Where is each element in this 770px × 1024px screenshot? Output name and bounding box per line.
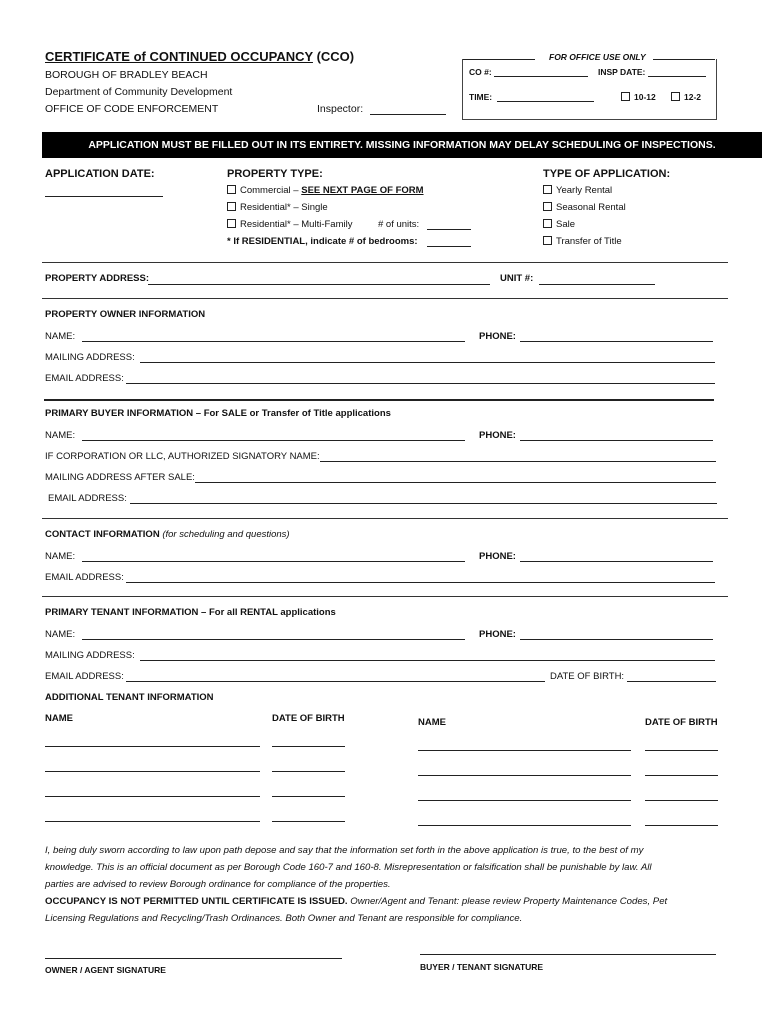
co-number-label: CO #:	[469, 67, 492, 77]
buyer-heading: PRIMARY BUYER INFORMATION – For SALE or Transfer of Title applications	[45, 408, 391, 419]
inspector-field[interactable]	[370, 114, 446, 115]
tenant-email-label: EMAIL ADDRESS:	[45, 671, 124, 682]
contact-phone-label: PHONE:	[479, 551, 516, 562]
buyer-signature-label: BUYER / TENANT SIGNATURE	[420, 962, 544, 972]
checkbox-icon	[543, 219, 552, 228]
property-type-heading: PROPERTY TYPE:	[227, 168, 323, 180]
owner-phone-label: PHONE:	[479, 331, 516, 342]
additional-tenant-heading: ADDITIONAL TENANT INFORMATION	[45, 692, 214, 703]
insp-date-label: INSP DATE:	[598, 67, 646, 77]
owner-name-field[interactable]	[82, 341, 465, 342]
owner-heading: PROPERTY OWNER INFORMATION	[45, 309, 206, 320]
instruction-banner: APPLICATION MUST BE FILLED OUT IN ITS ENTIRETY. MISSING INFORMATION MAY DELAY SCHEDULING OF INSPECTIONS.	[42, 132, 762, 158]
contact-email-label: EMAIL ADDRESS:	[45, 572, 124, 583]
time-label: TIME:	[469, 92, 493, 102]
owner-name-label: NAME:	[45, 331, 76, 342]
additional-dob-field[interactable]	[272, 821, 345, 822]
option-residential-single[interactable]: Residential* – Single	[227, 202, 328, 213]
dob-column-right: DATE OF BIRTH	[645, 717, 718, 728]
unit-label: UNIT #:	[500, 273, 534, 284]
buyer-email-label: EMAIL ADDRESS:	[48, 493, 127, 504]
additional-name-field[interactable]	[418, 825, 631, 826]
borough-name: BOROUGH OF BRADLEY BEACH	[45, 69, 208, 81]
name-column-left: NAME	[45, 713, 73, 724]
mailing-after-sale-field[interactable]	[195, 482, 716, 483]
slot-12-2[interactable]: 12-2	[671, 92, 701, 102]
contact-name-field[interactable]	[82, 561, 465, 562]
divider	[42, 518, 728, 519]
property-address-label: PROPERTY ADDRESS:	[45, 273, 149, 284]
dob-column-left: DATE OF BIRTH	[272, 713, 345, 724]
contact-name-label: NAME:	[45, 551, 76, 562]
option-residential-multi[interactable]: Residential* – Multi-Family	[227, 219, 352, 230]
option-commercial[interactable]: Commercial – SEE NEXT PAGE OF FORM	[227, 185, 424, 196]
buyer-phone-field[interactable]	[520, 440, 713, 441]
owner-signature-field[interactable]	[45, 958, 342, 959]
additional-name-field[interactable]	[418, 750, 631, 751]
additional-name-field[interactable]	[418, 775, 631, 776]
inspector-label: Inspector:	[317, 103, 364, 115]
additional-name-field[interactable]	[45, 746, 260, 747]
signatory-label: IF CORPORATION OR LLC, AUTHORIZED SIGNATORY NAME:	[45, 451, 320, 462]
option-transfer-of-title[interactable]: Transfer of Title	[543, 236, 622, 247]
declaration-text: I, being duly sworn according to law upon path depose and say that the information set forth in the above application is true, to the best of my knowledge. This is an official document as per Borough Code 160-7 and 160-8. Misrepresentation or falsification shall be punishable by law. All parties are advised to review Borough ordinance for compliance of the properties. OCCUPANCY IS NOT PERMITTED UNTIL CERTIFICATE IS ISSUED. Owner/Agent and Tenant: please review Property Maintenance Codes, Pet Licensing Regulations and Recycling/Trash Ordinances. Both Owner and Tenant are responsible for compliance.	[45, 845, 668, 924]
bedrooms-field[interactable]	[427, 246, 471, 247]
tenant-mailing-label: MAILING ADDRESS:	[45, 650, 135, 661]
additional-dob-field[interactable]	[645, 750, 718, 751]
tenant-email-field[interactable]	[126, 681, 545, 682]
checkbox-icon	[543, 236, 552, 245]
mailing-after-sale-label: MAILING ADDRESS AFTER SALE:	[45, 472, 195, 483]
office-name: OFFICE OF CODE ENFORCEMENT	[45, 103, 219, 115]
divider	[42, 262, 728, 263]
contact-email-field[interactable]	[126, 582, 715, 583]
tenant-phone-label: PHONE:	[479, 629, 516, 640]
office-use-title: FOR OFFICE USE ONLY	[549, 52, 646, 62]
checkbox-icon	[227, 219, 236, 228]
contact-heading: CONTACT INFORMATION (for scheduling and questions)	[45, 529, 290, 540]
owner-phone-field[interactable]	[520, 341, 713, 342]
additional-dob-field[interactable]	[645, 775, 718, 776]
divider	[42, 298, 728, 299]
additional-dob-field[interactable]	[272, 771, 345, 772]
divider	[42, 596, 728, 597]
buyer-signature-field[interactable]	[420, 954, 716, 955]
owner-mailing-field[interactable]	[140, 362, 715, 363]
option-seasonal-rental[interactable]: Seasonal Rental	[543, 202, 626, 213]
additional-name-field[interactable]	[45, 796, 260, 797]
owner-signature-label: OWNER / AGENT SIGNATURE	[45, 965, 166, 975]
buyer-name-field[interactable]	[82, 440, 465, 441]
office-use-box	[462, 59, 717, 120]
buyer-phone-label: PHONE:	[479, 430, 516, 441]
additional-name-field[interactable]	[418, 800, 631, 801]
checkbox-icon	[227, 202, 236, 211]
option-sale[interactable]: Sale	[543, 219, 575, 230]
tenant-dob-label: DATE OF BIRTH:	[550, 671, 625, 682]
bedrooms-note: * If RESIDENTIAL, indicate # of bedrooms:	[227, 236, 418, 247]
tenant-mailing-field[interactable]	[140, 660, 715, 661]
contact-phone-field[interactable]	[520, 561, 713, 562]
signatory-field[interactable]	[320, 461, 716, 462]
buyer-name-label: NAME:	[45, 430, 76, 441]
checkbox-icon	[543, 202, 552, 211]
divider	[44, 399, 714, 401]
tenant-name-label: NAME:	[45, 629, 76, 640]
slot-10-12[interactable]: 10-12	[621, 92, 656, 102]
owner-email-label: EMAIL ADDRESS:	[45, 373, 124, 384]
additional-dob-field[interactable]	[645, 825, 718, 826]
option-yearly-rental[interactable]: Yearly Rental	[543, 185, 612, 196]
additional-name-field[interactable]	[45, 821, 260, 822]
application-date-label: APPLICATION DATE:	[45, 168, 155, 180]
owner-email-field[interactable]	[126, 383, 715, 384]
department-name: Department of Community Development	[45, 86, 233, 98]
buyer-email-field[interactable]	[130, 503, 717, 504]
property-address-field[interactable]	[148, 284, 490, 285]
application-date-field[interactable]	[45, 196, 163, 197]
additional-name-field[interactable]	[45, 771, 260, 772]
form-title: CERTIFICATE of CONTINUED OCCUPANCY (CCO)	[45, 49, 355, 64]
name-column-right: NAME	[418, 717, 446, 728]
units-field[interactable]	[427, 229, 471, 230]
tenant-name-field[interactable]	[82, 639, 465, 640]
tenant-heading: PRIMARY TENANT INFORMATION – For all RENTAL applications	[45, 607, 336, 618]
checkbox-icon	[543, 185, 552, 194]
additional-dob-field[interactable]	[645, 800, 718, 801]
application-type-heading: TYPE OF APPLICATION:	[543, 168, 671, 180]
additional-dob-field[interactable]	[272, 796, 345, 797]
unit-field[interactable]	[539, 284, 655, 285]
units-label: # of units:	[378, 219, 420, 230]
owner-mailing-label: MAILING ADDRESS:	[45, 352, 135, 363]
tenant-dob-field[interactable]	[627, 681, 716, 682]
additional-dob-field[interactable]	[272, 746, 345, 747]
checkbox-icon	[227, 185, 236, 194]
tenant-phone-field[interactable]	[520, 639, 713, 640]
